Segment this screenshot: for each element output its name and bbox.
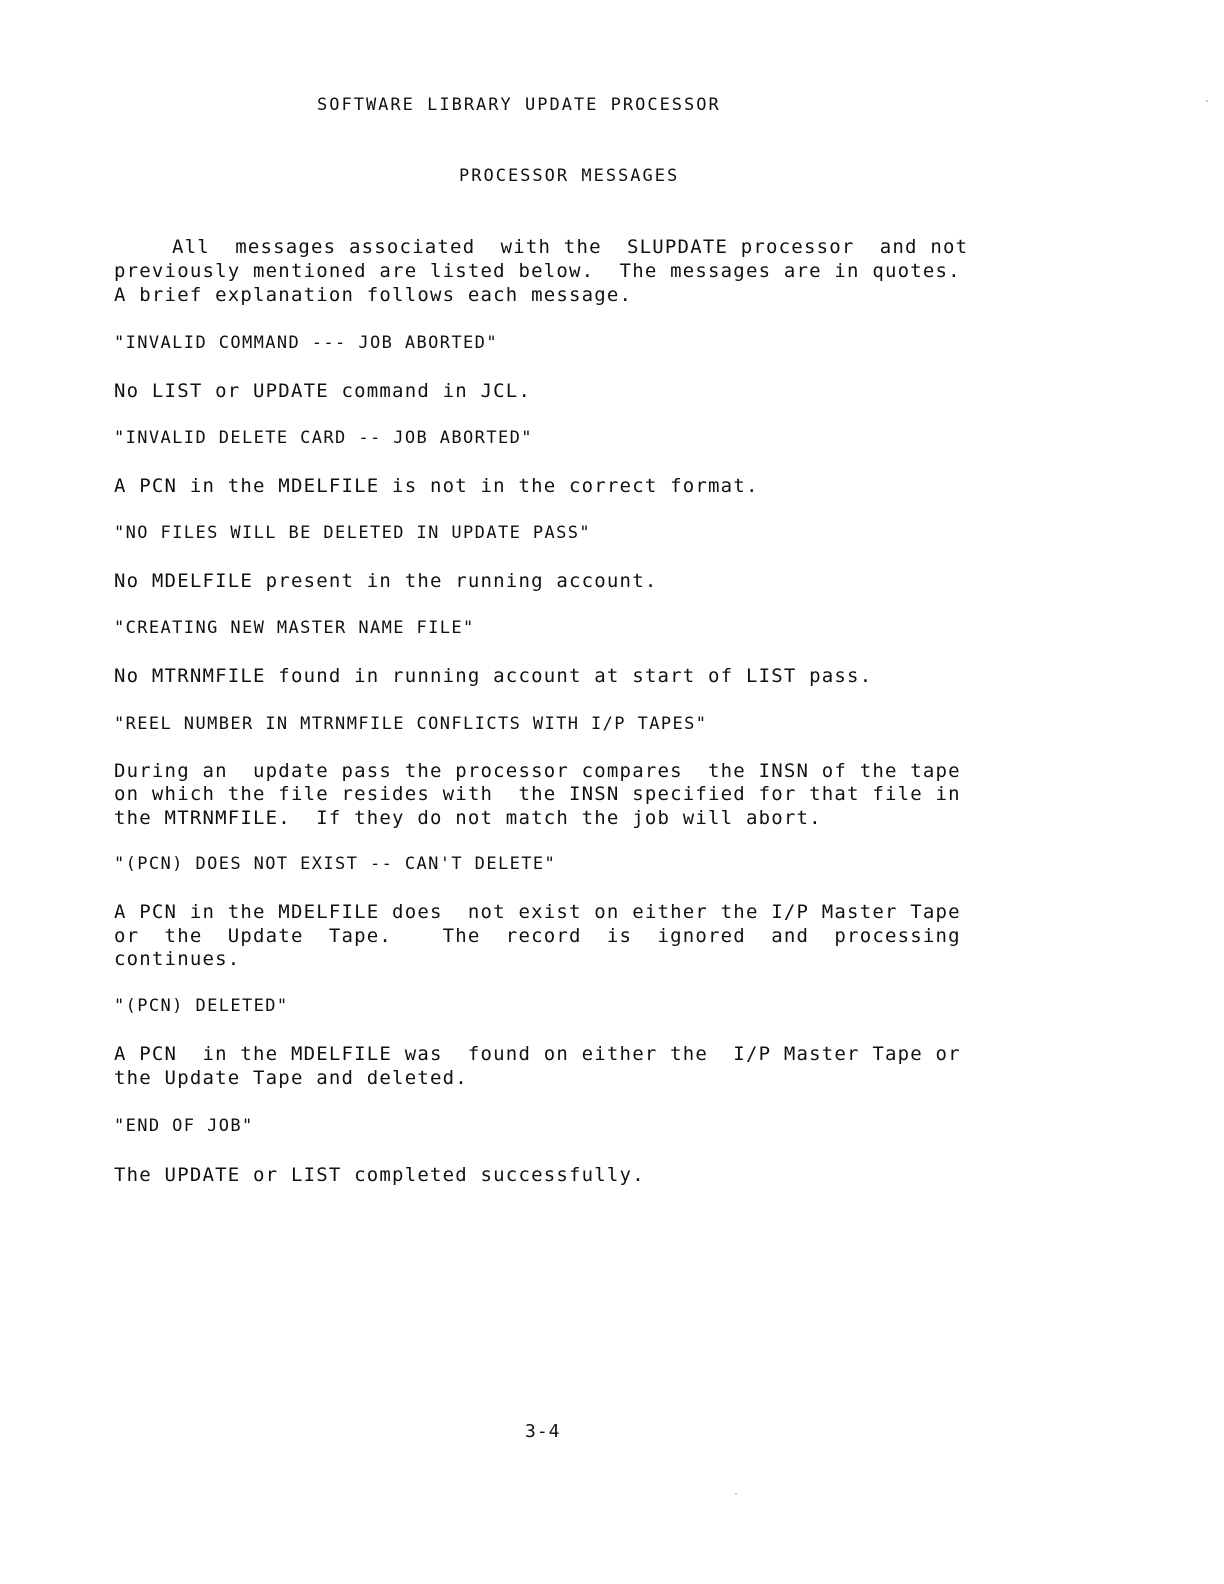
message-invalid-command: "INVALID COMMAND --- JOB ABORTED" [114,333,498,353]
scan-speck [735,1493,737,1495]
message-pcn-deleted: "(PCN) DELETED" [114,996,289,1016]
message-no-files-deleted: "NO FILES WILL BE DELETED IN UPDATE PASS" [114,523,592,543]
scan-speck [1206,100,1208,102]
explanation-pcn-does-not-exist-line-3: continues. [114,948,241,970]
explanation-invalid-delete-card: A PCN in the MDELFILE is not in the correct format. [114,475,759,497]
section-title: PROCESSOR MESSAGES [459,166,680,186]
message-end-of-job: "END OF JOB" [114,1116,254,1136]
explanation-pcn-deleted-line-2: the Update Tape and deleted. [114,1067,468,1089]
message-pcn-does-not-exist: "(PCN) DOES NOT EXIST -- CAN'T DELETE" [114,854,557,874]
explanation-reel-number-conflict-line-3: the MTRNMFILE. If they do not match the job will abort. [114,807,822,829]
explanation-pcn-deleted-line-1: A PCN in the MDELFILE was found on either the I/P Master Tape or [114,1043,961,1065]
page-number: 3-4 [525,1421,561,1442]
document-title: SOFTWARE LIBRARY UPDATE PROCESSOR [317,95,721,115]
explanation-pcn-does-not-exist-line-2: or the Update Tape. The record is ignored and processing [114,925,961,947]
explanation-invalid-command: No LIST or UPDATE command in JCL. [114,380,532,402]
message-invalid-delete-card: "INVALID DELETE CARD -- JOB ABORTED" [114,428,533,448]
intro-line-2: previously mentioned are listed below. The messages are in quotes. [114,260,961,282]
explanation-end-of-job: The UPDATE or LIST completed successfully. [114,1164,645,1186]
message-reel-number-conflict: "REEL NUMBER IN MTRNMFILE CONFLICTS WITH I/P TAPES" [114,714,708,734]
intro-line-1: All messages associated with the SLUPDATE processor and not [172,236,969,258]
explanation-pcn-does-not-exist-line-1: A PCN in the MDELFILE does not exist on either the I/P Master Tape [114,901,961,923]
message-creating-master-name-file: "CREATING NEW MASTER NAME FILE" [114,618,475,638]
explanation-no-files-deleted: No MDELFILE present in the running account. [114,570,658,592]
explanation-reel-number-conflict-line-2: on which the file resides with the INSN specified for that file in [114,783,961,805]
explanation-creating-master-name-file: No MTRNMFILE found in running account at start of LIST pass. [114,665,873,687]
explanation-reel-number-conflict-line-1: During an update pass the processor compares the INSN of the tape [114,760,961,782]
intro-line-3: A brief explanation follows each message. [114,284,633,306]
